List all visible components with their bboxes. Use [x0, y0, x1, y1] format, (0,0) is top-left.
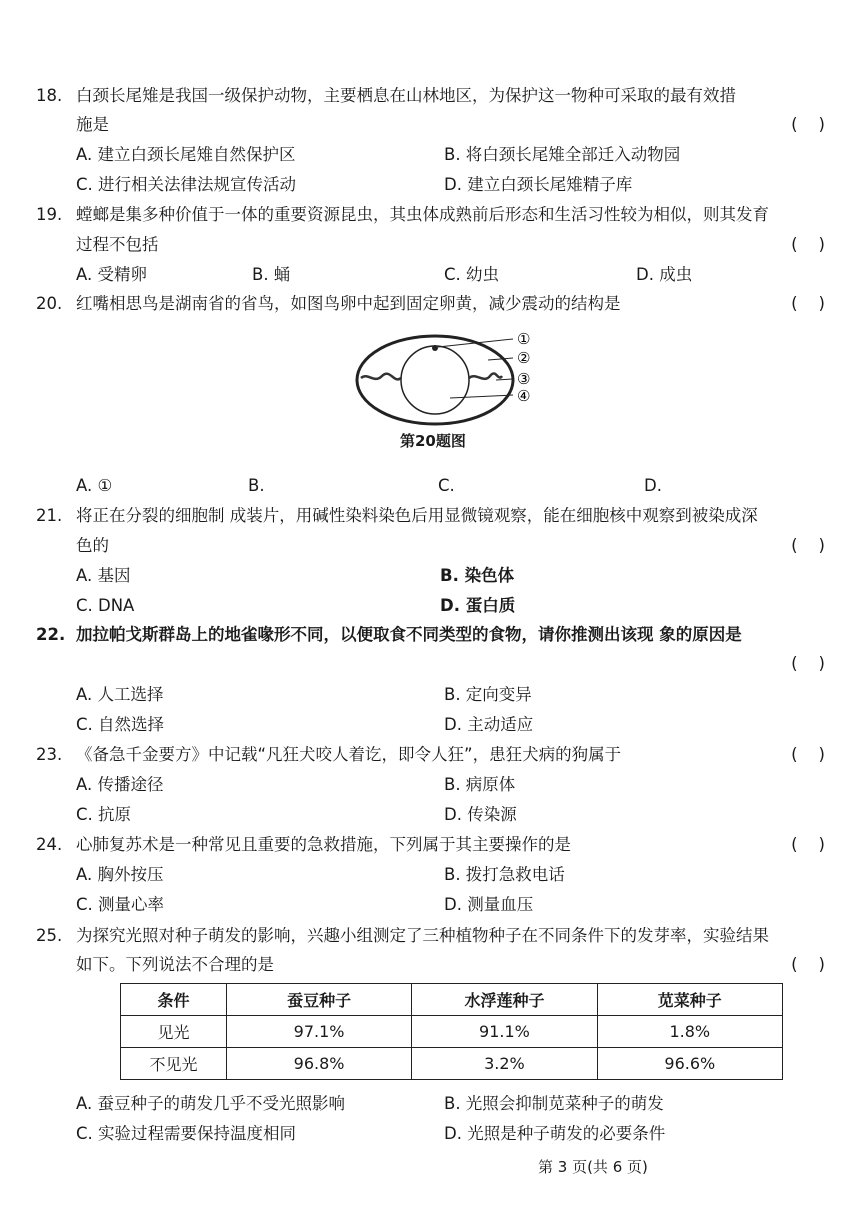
germinal-disc [432, 345, 438, 351]
label-3: ③ [517, 370, 531, 388]
chalaza-left [361, 374, 401, 380]
question-number: 24. [36, 835, 63, 854]
answer-blank[interactable]: ( ) [791, 115, 825, 134]
question-stem-cont: 色的 [76, 536, 109, 555]
option-a[interactable]: A. 基因 [76, 566, 131, 585]
table-cell: 97.1% [226, 1016, 411, 1048]
question-number: 18. [36, 86, 63, 105]
option-c[interactable]: C. 抗原 [76, 805, 132, 824]
option-b[interactable]: B. 病原体 [444, 775, 516, 794]
option-b[interactable]: B. 蛹 [252, 265, 291, 284]
label-1: ① [517, 330, 531, 348]
yolk-outline [401, 346, 469, 414]
option-d[interactable]: D. 主动适应 [444, 715, 534, 734]
question-number: 23. [36, 745, 63, 764]
option-d[interactable]: D. 光照是种子萌发的必要条件 [444, 1124, 666, 1143]
question-stem: 《备急千金要方》中记载“凡狂犬咬人着讫，即令人狂”，患狂犬病的狗属于 [76, 745, 622, 764]
question-stem: 红嘴相思鸟是湖南省的省鸟，如图鸟卵中起到固定卵黄，减少震动的结构是 [76, 294, 621, 313]
option-d[interactable]: D. [644, 476, 662, 495]
option-d[interactable]: D. 传染源 [444, 805, 517, 824]
germination-table [120, 983, 783, 1080]
answer-blank[interactable]: ( ) [791, 235, 825, 254]
question-number: 19. [36, 205, 63, 224]
option-b[interactable]: B. 染色体 [440, 566, 515, 585]
question-stem: 白颈长尾雉是我国一级保护动物，主要栖息在山林地区，为保护这一物种可采取的最有效措 [76, 86, 736, 105]
question-stem: 螳螂是集多种价值于一体的重要资源昆虫，其虫体成熟前后形态和生活习性较为相似，则其发育 [76, 205, 769, 224]
option-c[interactable]: C. 测量心率 [76, 895, 165, 914]
question-number: 22. [36, 625, 66, 644]
question-18 [36, 84, 736, 108]
table-cell: 见光 [121, 1016, 227, 1048]
table-cell: 不见光 [121, 1048, 227, 1080]
option-c[interactable]: C. [438, 476, 455, 495]
label-2: ② [517, 349, 531, 367]
label-4: ④ [517, 387, 531, 405]
table-header: 苋菜种子 [597, 984, 782, 1016]
answer-blank[interactable]: ( ) [791, 835, 825, 854]
option-c[interactable]: C. 自然选择 [76, 715, 165, 734]
option-a[interactable]: A. 蚕豆种子的萌发几乎不受光照影响 [76, 1094, 345, 1113]
table-cell: 91.1% [412, 1016, 597, 1048]
page-footer: 第 3 页(共 6 页) [538, 1158, 648, 1176]
answer-blank[interactable]: ( ) [791, 536, 825, 555]
table-row [121, 1048, 783, 1080]
option-c[interactable]: C. 幼虫 [444, 265, 500, 284]
table-row [121, 1016, 783, 1048]
table-header: 蚕豆种子 [226, 984, 411, 1016]
table-cell: 3.2% [412, 1048, 597, 1080]
question-23 [36, 743, 621, 767]
table-cell: 96.6% [597, 1048, 782, 1080]
answer-blank[interactable]: ( ) [791, 955, 825, 974]
question-stem-cont: 如下。下列说法不合理的是 [76, 955, 274, 974]
question-stem: 为探究光照对种子萌发的影响，兴趣小组测定了三种植物种子在不同条件下的发芽率，实验结果 [76, 926, 769, 945]
option-b[interactable]: B. 光照会抑制苋菜种子的萌发 [444, 1094, 664, 1113]
table-cell: 1.8% [597, 1016, 782, 1048]
option-d[interactable]: D. 蛋白质 [440, 596, 516, 615]
answer-blank[interactable]: ( ) [791, 294, 825, 313]
option-d[interactable]: D. 成虫 [636, 265, 693, 284]
question-stem-cont: 过程不包括 [76, 235, 159, 254]
option-a[interactable]: A. ① [76, 476, 113, 495]
leader-line-4 [450, 395, 513, 398]
question-25 [36, 924, 769, 948]
bird-egg-diagram [350, 328, 560, 428]
question-stem-cont: 施是 [76, 115, 109, 134]
option-b[interactable]: B. 将白颈长尾雉全部迁入动物园 [444, 145, 681, 164]
question-number: 20. [36, 294, 63, 313]
question-20 [36, 292, 621, 316]
table-header-row [121, 984, 783, 1016]
option-d[interactable]: D. 测量血压 [444, 895, 534, 914]
option-a[interactable]: A. 受精卵 [76, 265, 147, 284]
table-cell: 96.8% [226, 1048, 411, 1080]
leader-line-3 [496, 379, 513, 380]
option-b[interactable]: B. [248, 476, 265, 495]
question-21 [36, 504, 758, 528]
option-b[interactable]: B. 拨打急救电话 [444, 865, 565, 884]
option-b[interactable]: B. 定向变异 [444, 685, 532, 704]
question-stem: 将正在分裂的细胞制 成装片，用碱性染料染色后用显微镜观察，能在细胞核中观察到被染成深 [76, 506, 758, 525]
option-c[interactable]: C. DNA [76, 596, 135, 615]
option-d[interactable]: D. 建立白颈长尾雉精子库 [444, 175, 633, 194]
option-c[interactable]: C. 实验过程需要保持温度相同 [76, 1124, 297, 1143]
answer-blank[interactable]: ( ) [791, 654, 825, 673]
option-a[interactable]: A. 胸外按压 [76, 865, 164, 884]
leader-line-2 [488, 358, 513, 360]
chalaza-right [469, 373, 502, 378]
answer-blank[interactable]: ( ) [791, 745, 825, 764]
figure-caption: 第20题图 [400, 432, 466, 450]
option-a[interactable]: A. 建立白颈长尾雉自然保护区 [76, 145, 296, 164]
option-c[interactable]: C. 进行相关法律法规宣传活动 [76, 175, 297, 194]
question-24 [36, 833, 571, 857]
question-stem: 心肺复苏术是一种常见且重要的急救措施，下列属于其主要操作的是 [76, 835, 571, 854]
question-number: 25. [36, 926, 63, 945]
table-header: 条件 [121, 984, 227, 1016]
option-a[interactable]: A. 传播途径 [76, 775, 164, 794]
question-number: 21. [36, 506, 63, 525]
question-22 [36, 623, 742, 647]
question-stem: 加拉帕戈斯群岛上的地雀喙形不同，以便取食不同类型的食物，请你推测出该现 象的原因是 [76, 625, 742, 644]
leader-line-1 [438, 339, 513, 347]
question-19 [36, 203, 769, 227]
option-a[interactable]: A. 人工选择 [76, 685, 164, 704]
table-header: 水浮莲种子 [412, 984, 597, 1016]
